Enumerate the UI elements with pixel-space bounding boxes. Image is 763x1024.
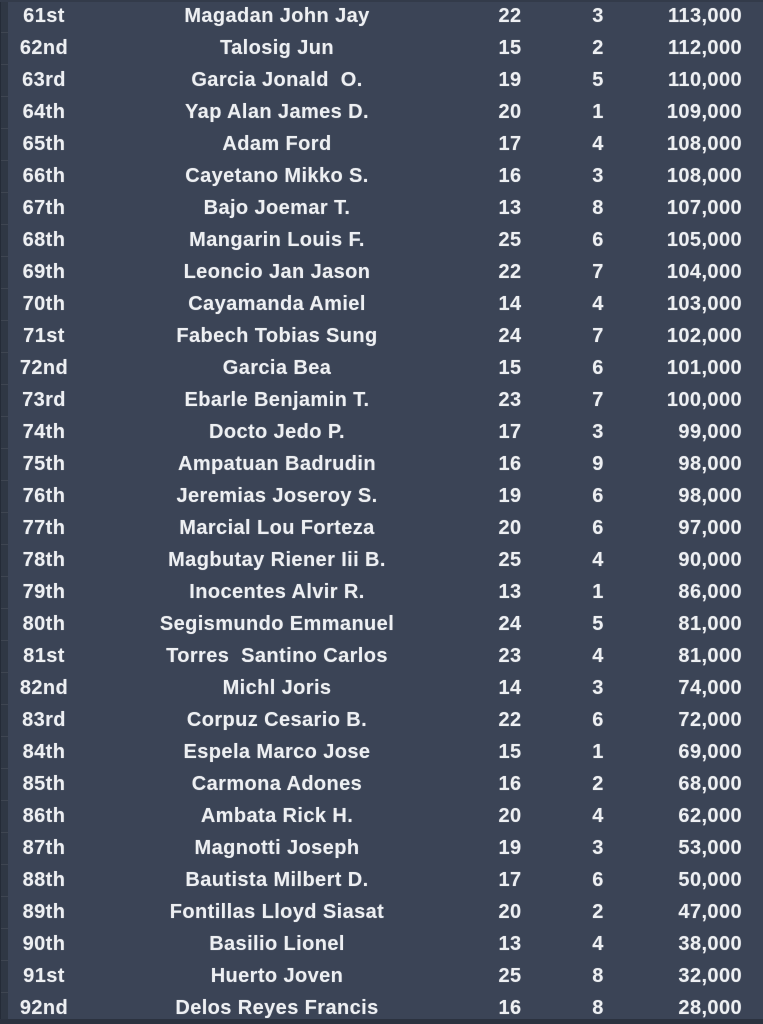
stat-2-cell: 2 xyxy=(592,773,604,795)
amount-cell: 28,000 xyxy=(678,997,742,1019)
name-cell: Espela Marco Jose xyxy=(183,741,371,763)
stat-2-cell: 6 xyxy=(592,517,604,539)
name-cell: Marcial Lou Forteza xyxy=(179,517,375,539)
table-row xyxy=(0,672,763,704)
stat-1-cell: 16 xyxy=(498,453,522,475)
name-cell: Fabech Tobias Sung xyxy=(176,325,378,347)
stat-1-cell: 14 xyxy=(498,677,522,699)
table-row xyxy=(0,480,763,512)
stat-1-cell: 17 xyxy=(498,421,522,443)
table-row xyxy=(0,768,763,800)
table-row xyxy=(0,640,763,672)
name-cell: Leoncio Jan Jason xyxy=(183,261,371,283)
name-cell: Torres Santino Carlos xyxy=(166,645,388,667)
amount-cell: 69,000 xyxy=(678,741,742,763)
table-row xyxy=(0,832,763,864)
rank-cell: 88th xyxy=(22,869,66,891)
name-cell: Yap Alan James D. xyxy=(185,101,369,123)
stat-2-cell: 5 xyxy=(592,613,604,635)
rank-cell: 70th xyxy=(22,293,66,315)
name-cell: Jeremias Joseroy S. xyxy=(176,485,378,507)
name-cell: Garcia Jonald O. xyxy=(191,69,363,91)
table-row xyxy=(0,896,763,928)
table-row xyxy=(0,576,763,608)
stat-2-cell: 4 xyxy=(592,933,604,955)
rank-cell: 77th xyxy=(22,517,66,539)
stat-2-cell: 8 xyxy=(592,965,604,987)
stat-2-cell: 4 xyxy=(592,645,604,667)
amount-cell: 97,000 xyxy=(678,517,742,539)
name-cell: Basilio Lionel xyxy=(209,933,345,955)
stat-2-cell: 7 xyxy=(592,389,604,411)
rank-cell: 80th xyxy=(22,613,66,635)
name-cell: Magnotti Joseph xyxy=(194,837,360,859)
table-row xyxy=(0,512,763,544)
amount-cell: 100,000 xyxy=(666,389,742,411)
top-edge-divider xyxy=(0,0,763,2)
name-cell: Adam Ford xyxy=(222,133,332,155)
table-row xyxy=(0,416,763,448)
name-cell: Inocentes Alvir R. xyxy=(189,581,365,603)
amount-cell: 62,000 xyxy=(678,805,742,827)
name-cell: Huerto Joven xyxy=(210,965,344,987)
amount-cell: 107,000 xyxy=(666,197,742,219)
table-row xyxy=(0,960,763,992)
amount-cell: 86,000 xyxy=(678,581,742,603)
stat-1-cell: 16 xyxy=(498,773,522,795)
table-row xyxy=(0,96,763,128)
stat-2-cell: 6 xyxy=(592,869,604,891)
name-cell: Michl Joris xyxy=(222,677,332,699)
left-edge-strip xyxy=(0,0,8,1024)
stat-2-cell: 8 xyxy=(592,997,604,1019)
amount-cell: 109,000 xyxy=(666,101,742,123)
table-row xyxy=(0,64,763,96)
amount-cell: 68,000 xyxy=(678,773,742,795)
stat-1-cell: 22 xyxy=(498,5,522,27)
rank-cell: 83rd xyxy=(22,709,66,731)
name-cell: Ampatuan Badrudin xyxy=(178,453,376,475)
table-row xyxy=(0,256,763,288)
name-cell: Bajo Joemar T. xyxy=(203,197,351,219)
stat-1-cell: 15 xyxy=(498,741,522,763)
rank-cell: 62nd xyxy=(19,37,69,59)
name-cell: Docto Jedo P. xyxy=(209,421,345,443)
table-row xyxy=(0,160,763,192)
amount-cell: 101,000 xyxy=(666,357,742,379)
amount-cell: 113,000 xyxy=(668,5,742,27)
stat-1-cell: 25 xyxy=(498,965,522,987)
amount-cell: 81,000 xyxy=(678,645,742,667)
amount-cell: 103,000 xyxy=(666,293,742,315)
rank-cell: 63rd xyxy=(22,69,66,91)
amount-cell: 90,000 xyxy=(678,549,742,571)
amount-cell: 98,000 xyxy=(678,453,742,475)
table-row xyxy=(0,608,763,640)
amount-cell: 72,000 xyxy=(678,709,742,731)
stat-1-cell: 16 xyxy=(498,165,522,187)
table-row xyxy=(0,288,763,320)
table-row xyxy=(0,32,763,64)
stat-2-cell: 1 xyxy=(592,101,604,123)
stat-2-cell: 4 xyxy=(592,133,604,155)
table-row xyxy=(0,224,763,256)
table-row xyxy=(0,800,763,832)
name-cell: Carmona Adones xyxy=(191,773,363,795)
stat-1-cell: 22 xyxy=(498,261,522,283)
name-cell: Magadan John Jay xyxy=(184,5,370,27)
stat-1-cell: 19 xyxy=(498,69,522,91)
table-row xyxy=(0,864,763,896)
amount-cell: 74,000 xyxy=(678,677,742,699)
name-cell: Bautista Milbert D. xyxy=(185,869,369,891)
rank-cell: 61st xyxy=(23,5,65,27)
table-row xyxy=(0,320,763,352)
rank-cell: 91st xyxy=(23,965,65,987)
table-row xyxy=(0,128,763,160)
name-cell: Mangarin Louis F. xyxy=(189,229,365,251)
amount-cell: 105,000 xyxy=(666,229,742,251)
stat-1-cell: 19 xyxy=(498,837,522,859)
rank-cell: 90th xyxy=(22,933,66,955)
rank-cell: 84th xyxy=(22,741,66,763)
table-row xyxy=(0,544,763,576)
amount-cell: 102,000 xyxy=(666,325,742,347)
name-cell: Corpuz Cesario B. xyxy=(186,709,368,731)
stat-1-cell: 25 xyxy=(498,229,522,251)
rank-cell: 75th xyxy=(22,453,66,475)
stat-1-cell: 23 xyxy=(498,389,522,411)
amount-cell: 108,000 xyxy=(666,133,742,155)
stat-2-cell: 6 xyxy=(592,485,604,507)
rank-cell: 71st xyxy=(23,325,65,347)
rank-cell: 73rd xyxy=(22,389,66,411)
table-row xyxy=(0,352,763,384)
stat-1-cell: 25 xyxy=(498,549,522,571)
stat-2-cell: 6 xyxy=(592,229,604,251)
amount-cell: 99,000 xyxy=(678,421,742,443)
bottom-edge-divider xyxy=(0,1019,763,1024)
stat-2-cell: 2 xyxy=(592,37,604,59)
stat-2-cell: 4 xyxy=(592,805,604,827)
stat-1-cell: 23 xyxy=(498,645,522,667)
stat-1-cell: 15 xyxy=(498,357,522,379)
rank-cell: 74th xyxy=(22,421,66,443)
stat-1-cell: 13 xyxy=(498,581,522,603)
stat-1-cell: 15 xyxy=(498,37,522,59)
amount-cell: 112,000 xyxy=(668,37,742,59)
table-row xyxy=(0,928,763,960)
amount-cell: 108,000 xyxy=(666,165,742,187)
stat-1-cell: 16 xyxy=(498,997,522,1019)
stat-2-cell: 6 xyxy=(592,357,604,379)
stat-2-cell: 4 xyxy=(592,293,604,315)
stat-2-cell: 1 xyxy=(592,581,604,603)
stat-2-cell: 3 xyxy=(592,421,604,443)
stat-1-cell: 13 xyxy=(498,197,522,219)
name-cell: Delos Reyes Francis xyxy=(175,997,379,1019)
rank-cell: 67th xyxy=(22,197,66,219)
table-row xyxy=(0,384,763,416)
stat-2-cell: 8 xyxy=(592,197,604,219)
rank-cell: 69th xyxy=(22,261,66,283)
amount-cell: 98,000 xyxy=(678,485,742,507)
rank-cell: 78th xyxy=(22,549,66,571)
stat-2-cell: 3 xyxy=(592,165,604,187)
stat-1-cell: 17 xyxy=(498,869,522,891)
name-cell: Fontillas Lloyd Siasat xyxy=(169,901,385,923)
stat-2-cell: 6 xyxy=(592,709,604,731)
stat-1-cell: 24 xyxy=(498,613,522,635)
name-cell: Talosig Jun xyxy=(219,37,335,59)
name-cell: Cayetano Mikko S. xyxy=(185,165,369,187)
amount-cell: 110,000 xyxy=(668,69,742,91)
name-cell: Magbutay Riener Iii B. xyxy=(168,549,386,571)
stat-2-cell: 4 xyxy=(592,549,604,571)
table-row xyxy=(0,704,763,736)
stat-2-cell: 5 xyxy=(592,69,604,91)
table-row xyxy=(0,192,763,224)
stat-1-cell: 14 xyxy=(498,293,522,315)
rank-cell: 68th xyxy=(22,229,66,251)
stat-1-cell: 20 xyxy=(498,805,522,827)
rank-cell: 72nd xyxy=(19,357,69,379)
name-cell: Segismundo Emmanuel xyxy=(159,613,395,635)
stat-1-cell: 22 xyxy=(498,709,522,731)
name-cell: Ambata Rick H. xyxy=(200,805,354,827)
rank-cell: 82nd xyxy=(19,677,69,699)
rank-cell: 86th xyxy=(22,805,66,827)
table-row xyxy=(0,0,763,32)
rank-cell: 85th xyxy=(22,773,66,795)
stat-1-cell: 20 xyxy=(498,517,522,539)
stat-1-cell: 17 xyxy=(498,133,522,155)
stat-2-cell: 3 xyxy=(592,837,604,859)
rank-cell: 64th xyxy=(22,101,66,123)
amount-cell: 50,000 xyxy=(678,869,742,891)
amount-cell: 81,000 xyxy=(678,613,742,635)
amount-cell: 38,000 xyxy=(678,933,742,955)
table-row xyxy=(0,736,763,768)
stat-1-cell: 20 xyxy=(498,101,522,123)
rank-cell: 76th xyxy=(22,485,66,507)
amount-cell: 47,000 xyxy=(678,901,742,923)
rank-cell: 79th xyxy=(22,581,66,603)
stat-1-cell: 13 xyxy=(498,933,522,955)
rank-cell: 89th xyxy=(22,901,66,923)
amount-cell: 53,000 xyxy=(678,837,742,859)
amount-cell: 32,000 xyxy=(678,965,742,987)
table-row xyxy=(0,448,763,480)
rank-cell: 65th xyxy=(22,133,66,155)
name-cell: Ebarle Benjamin T. xyxy=(184,389,370,411)
stat-2-cell: 7 xyxy=(592,325,604,347)
stat-2-cell: 1 xyxy=(592,741,604,763)
stat-2-cell: 7 xyxy=(592,261,604,283)
rank-cell: 81st xyxy=(23,645,65,667)
stat-1-cell: 20 xyxy=(498,901,522,923)
stat-2-cell: 2 xyxy=(592,901,604,923)
rank-cell: 66th xyxy=(22,165,66,187)
rank-cell: 87th xyxy=(22,837,66,859)
stat-2-cell: 3 xyxy=(592,5,604,27)
stat-2-cell: 3 xyxy=(592,677,604,699)
rank-cell: 92nd xyxy=(19,997,69,1019)
amount-cell: 104,000 xyxy=(666,261,742,283)
stat-2-cell: 9 xyxy=(592,453,604,475)
name-cell: Garcia Bea xyxy=(222,357,332,379)
stat-1-cell: 24 xyxy=(498,325,522,347)
stat-1-cell: 19 xyxy=(498,485,522,507)
name-cell: Cayamanda Amiel xyxy=(188,293,366,315)
